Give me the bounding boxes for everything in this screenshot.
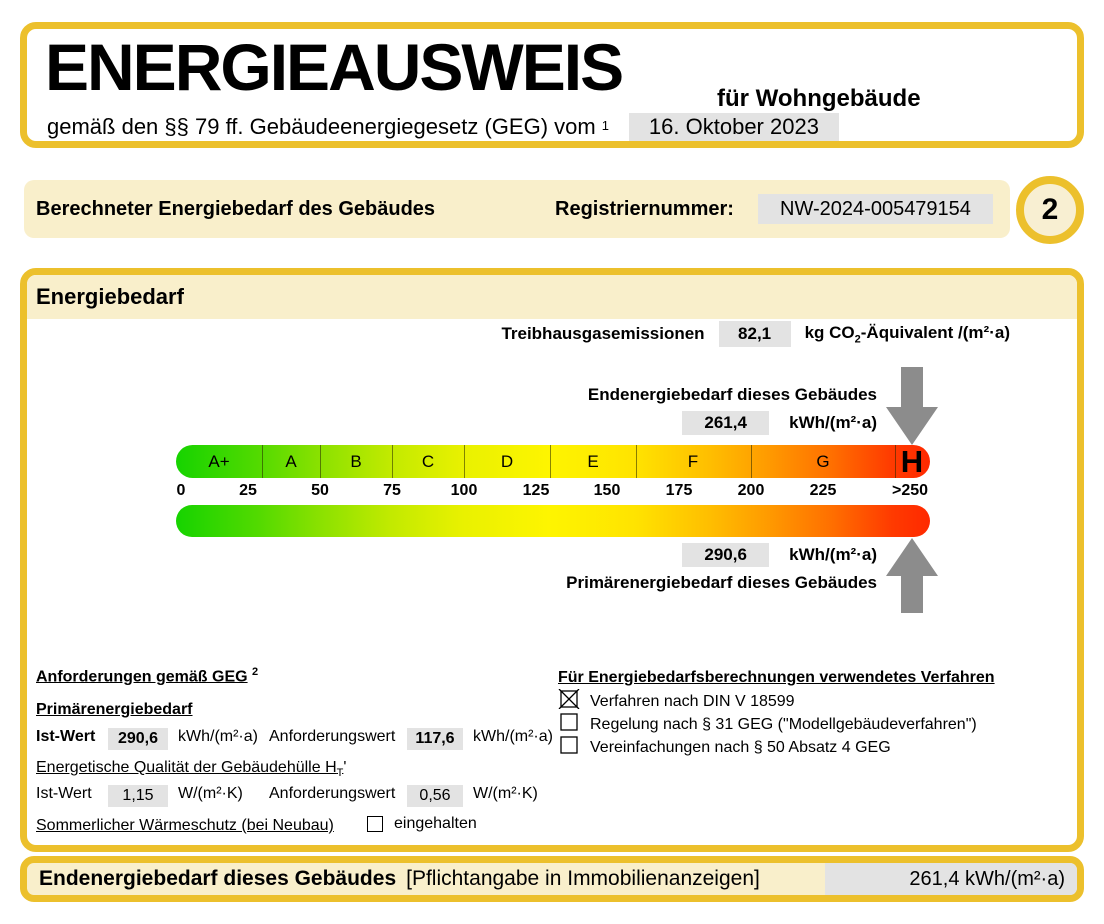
footer-value-box <box>825 863 1077 895</box>
ist-wert-unit: W/(m²·K) <box>178 785 243 802</box>
law-text: gemäß den §§ 79 ff. Gebäudeenergiegesetz (GEG) vom <box>47 114 596 139</box>
method-option-label: Regelung nach § 31 GEG ("Modellgebäudeverfahren") <box>590 715 977 733</box>
footer-label <box>27 863 760 895</box>
footer-label-note: [Pflichtangabe in Immobilienanzeigen] <box>406 867 760 890</box>
primary-energy-value: 290,6 <box>682 543 769 567</box>
geg-date-value: 16. Oktober 2023 <box>629 113 839 141</box>
tick-gt250: >250 <box>891 482 929 499</box>
title-box <box>20 22 1084 148</box>
eingehalten-label: eingehalten <box>394 815 477 832</box>
method-option-label: Verfahren nach DIN V 18599 <box>590 692 795 710</box>
efficiency-class-bar <box>176 445 930 478</box>
footnote-1: 1 <box>601 117 609 133</box>
class-label-h: H <box>900 443 924 479</box>
method-option-din18599 <box>558 689 795 714</box>
registry-band <box>24 180 1010 238</box>
anforderungswert-value: 0,56 <box>407 785 463 807</box>
tick-0: 0 <box>176 482 186 499</box>
end-energy-value: 261,4 <box>682 411 769 435</box>
method-option-label: Vereinfachungen nach § 50 Absatz 4 GEG <box>590 738 891 756</box>
primary-energy-arrow-up-icon <box>886 538 938 613</box>
ist-wert-value: 1,15 <box>108 785 168 807</box>
method-option-modellgebaeude <box>558 712 977 737</box>
page-number: 2 <box>1041 193 1059 226</box>
end-energy-arrow-down-icon <box>886 367 938 445</box>
end-energy-row <box>682 411 877 435</box>
tick-50: 50 <box>311 482 329 499</box>
class-divider <box>636 445 637 478</box>
end-energy-unit: kWh/(m²·a) <box>789 413 877 432</box>
primary-energy-unit: kWh/(m²·a) <box>789 545 877 564</box>
requirements-title: Anforderungen gemäß GEG $^2$ <box>36 666 259 686</box>
panel-header <box>27 275 1077 319</box>
tick-150: 150 <box>593 482 621 499</box>
class-label-e: E <box>587 451 599 471</box>
registry-number-label: Registriernummer: <box>555 198 734 220</box>
ghg-unit: kg $CO_2$-Äquivalent /(m²·a) <box>804 322 1010 346</box>
class-divider <box>464 445 465 478</box>
end-energy-label: Endenergiebedarf dieses Gebäudes <box>587 385 877 404</box>
method-option-vereinfachungen <box>558 735 891 760</box>
primary-energy-heading: Primärenergiebedarf <box>36 701 193 718</box>
class-divider <box>751 445 752 478</box>
ghg-row <box>501 321 1010 347</box>
empty-checkbox-icon[interactable] <box>558 712 580 737</box>
ist-wert-value: 290,6 <box>108 728 168 750</box>
tick-175: 175 <box>665 482 693 499</box>
class-label-g: G <box>816 451 830 471</box>
class-divider <box>392 445 393 478</box>
class-label-c: C <box>421 451 435 471</box>
ghg-value: 82,1 <box>719 321 791 347</box>
tick-125: 125 <box>522 482 550 499</box>
class-label-a-plus: A+ <box>208 451 230 471</box>
anforderungswert-label: Anforderungswert <box>269 785 396 802</box>
footer-label-bold: Endenergiebedarf dieses Gebäudes <box>39 867 397 890</box>
method-title: Für Energiebedarfsberechnungen verwendetes Verfahren <box>558 669 995 686</box>
tick-75: 75 <box>383 482 401 499</box>
class-divider <box>320 445 321 478</box>
ist-wert-unit: kWh/(m²·a) <box>178 728 258 745</box>
page-number-badge <box>1016 176 1084 244</box>
eingehalten-checkbox[interactable] <box>367 816 383 832</box>
envelope-requirement-row <box>36 785 556 807</box>
anforderungswert-value: 117,6 <box>407 728 463 750</box>
footer-band <box>20 856 1084 902</box>
tick-100: 100 <box>450 482 478 499</box>
class-divider <box>895 445 896 478</box>
band-title: Berechneter Energiebedarf des Gebäudes <box>36 198 436 220</box>
anforderungswert-unit: kWh/(m²·a) <box>473 728 553 745</box>
primary-energy-label: Primärenergiebedarf dieses Gebäudes <box>566 573 877 592</box>
primary-energy-requirement-row <box>36 728 556 750</box>
footer-end-energy-value: 261,4 kWh/(m²·a) <box>909 867 1065 890</box>
checked-checkbox-icon[interactable] <box>558 689 580 714</box>
envelope-quality-heading: Energetische Qualität der Gebäudehülle $H_T'$ <box>36 759 347 780</box>
scale-tick-row <box>176 482 930 504</box>
law-subtitle <box>47 113 839 141</box>
ist-wert-label: Ist-Wert <box>36 785 92 802</box>
class-divider <box>550 445 551 478</box>
class-label-b: B <box>350 451 362 471</box>
panel-title: Energiebedarf <box>36 284 184 309</box>
primary-energy-row <box>682 543 877 567</box>
page-title: ENERGIEAUSWEIS <box>45 30 623 104</box>
ghg-label: Treibhausgasemissionen <box>501 324 705 343</box>
class-label-d: D <box>500 451 514 471</box>
energy-demand-panel <box>20 268 1084 852</box>
tick-25: 25 <box>239 482 257 499</box>
tick-200: 200 <box>737 482 765 499</box>
registry-number-value: NW-2024-005479154 <box>758 194 993 224</box>
tick-225: 225 <box>809 482 837 499</box>
summer-heat-label: Sommerlicher Wärmeschutz (bei Neubau) <box>36 817 334 834</box>
class-divider <box>262 445 263 478</box>
title-for-label: für Wohngebäude <box>717 85 921 112</box>
anforderungswert-label: Anforderungswert <box>269 728 396 745</box>
empty-checkbox-icon[interactable] <box>558 735 580 760</box>
class-label-a: A <box>285 451 297 471</box>
summer-heat-protection-row <box>36 815 556 837</box>
ist-wert-label: Ist-Wert <box>36 728 96 745</box>
class-label-f: F <box>687 451 699 471</box>
anforderungswert-unit: W/(m²·K) <box>473 785 538 802</box>
primary-energy-bar <box>176 505 930 537</box>
